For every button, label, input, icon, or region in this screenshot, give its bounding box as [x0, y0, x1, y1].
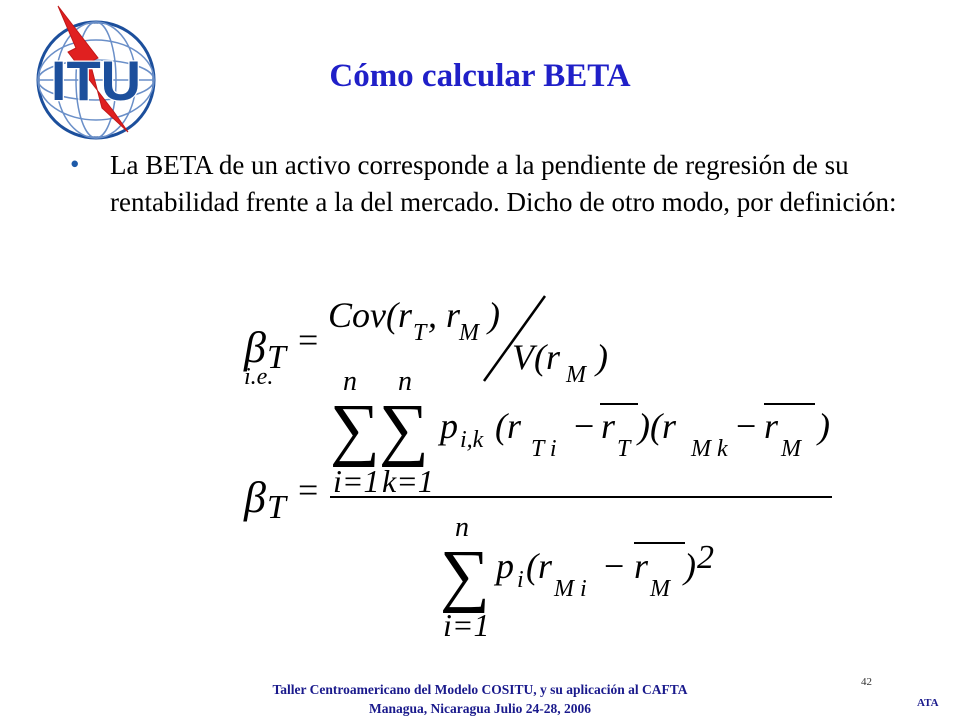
footer — [0, 680, 960, 718]
middle-paren: )(r — [638, 406, 676, 446]
prob-sub-ik: i,k — [460, 427, 484, 453]
sum-upper-n-2: n — [398, 366, 412, 397]
rm-sub: M k — [691, 436, 728, 462]
cov-sub-t: T — [413, 320, 427, 346]
sigma-1: ∑ — [330, 391, 380, 468]
beta-symbol-2: β — [244, 473, 266, 522]
footer-line-1: Taller Centroamericano del Modelo COSITU, y su aplicación al CAFTA — [272, 682, 688, 697]
den-mean-rm-sub: M — [650, 576, 670, 602]
rt-sub: T i — [531, 436, 557, 462]
close-paren: ) — [818, 406, 830, 446]
slide-title: Cómo calcular BETA — [329, 58, 631, 94]
covariance-text: Cov(r — [328, 295, 412, 335]
den-mean-rm: r — [634, 546, 649, 586]
var-sub-m: M — [566, 362, 586, 388]
beta-subscript-t-2: T — [267, 489, 286, 526]
prob-p: p — [440, 406, 458, 446]
sum-lower-k: k=1 — [382, 463, 434, 499]
mean-rm: r — [764, 406, 779, 446]
beta-definition-formula — [243, 295, 608, 390]
beta-symbol: β — [244, 323, 266, 372]
variance-text: V(r — [512, 337, 560, 377]
den-sigma: ∑ — [440, 537, 490, 614]
var-close: ) — [596, 337, 608, 377]
bullet-text: La BETA de un activo corresponde a la pendiente de regresión de su rentabilidad frente a la del mercado. Dicho de otro modo, por definición: — [110, 150, 897, 217]
bullet-marker: • — [70, 149, 80, 179]
den-p: p — [496, 546, 514, 586]
den-sum-lower-i: i=1 — [443, 607, 490, 643]
minus-2: − — [736, 406, 757, 446]
cov-sub-m: M — [459, 320, 479, 346]
footer-line-2: Managua, Nicaragua Julio 24-28, 2006 — [368, 701, 591, 716]
den-minus: − — [604, 546, 625, 586]
itu-logo-text: ITU — [50, 49, 142, 112]
mean-rt: r — [601, 406, 616, 446]
equals-sign-2: = — [298, 470, 319, 510]
mean-rt-sub: T — [617, 436, 631, 462]
beta-sum-formula — [243, 366, 832, 643]
sum-lower-i: i=1 — [333, 463, 380, 499]
den-sum-upper-n: n — [455, 512, 469, 543]
den-p-sub: i — [517, 567, 524, 593]
mean-rm-sub: M — [781, 436, 801, 462]
ie-label: i.e. — [244, 364, 274, 390]
sigma-2: ∑ — [379, 391, 429, 468]
beta-subscript-t: T — [267, 339, 286, 376]
minus-1: − — [574, 406, 595, 446]
equals-sign: = — [298, 320, 319, 360]
exponent-two: 2 — [697, 539, 714, 576]
cov-close: ) — [488, 295, 500, 335]
corner-label: ATA — [917, 697, 939, 709]
cov-mid: , r — [428, 295, 461, 335]
page-number: 42 — [861, 676, 872, 688]
sum-upper-n-1: n — [343, 366, 357, 397]
den-rm-sub: M i — [554, 576, 587, 602]
open-r: (r — [495, 406, 521, 446]
den-close-paren: ) — [684, 546, 696, 586]
den-open-r: (r — [526, 546, 552, 586]
